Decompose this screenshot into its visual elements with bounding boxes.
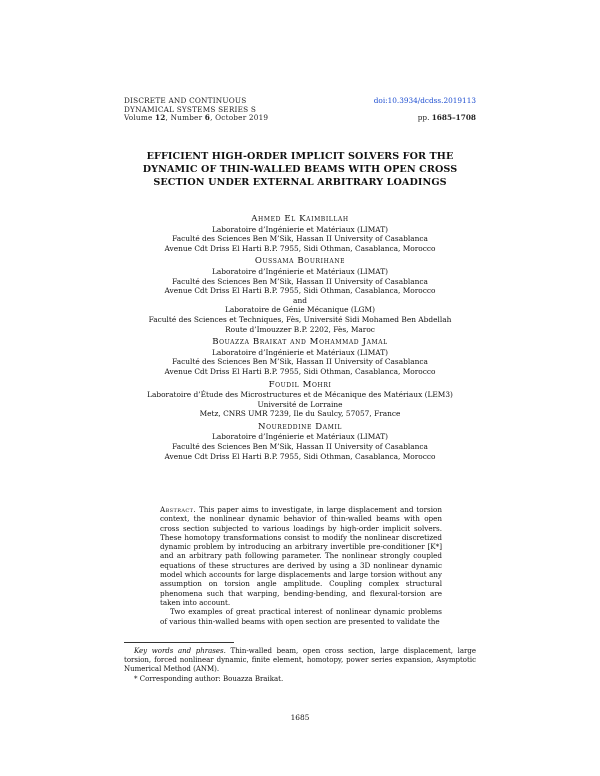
journal-header	[124, 97, 268, 123]
article-ids	[374, 97, 476, 123]
author-group	[110, 381, 490, 419]
volume-info: Volume 12, Number 6, October 2019	[124, 113, 269, 123]
affiliation-line: Faculté des Sciences et Techniques, Fès, Université Sidi Mohamed Ben Abdellah	[148, 314, 452, 324]
affiliation-line: Laboratoire de Génie Mécanique (LGM)	[224, 305, 376, 315]
author-group	[110, 215, 490, 253]
abstract-paragraph: Abstract. This paper aims to investigate, in large displacement and torsion context, the nonlinear dynamic behavior of thin-walled beams with open cross section subjected to various loadings by high-order implicit solvers. These homotopy transformations consist to modify the nonlinear discretized dynamic problem by introducing an arbitrary invertible pre-conditioner [K*] and an arbitrary path following parameter. The nonlinear strongly coupled equations of these structures are derived by using a 3D nonlinear dynamic model which accounts for large displacements and large torsion without any assumption on torsion angle amplitude. Coupling complex structural phenomena such that warping, bending-bending, and flexural-torsion are taken into account.	[160, 505, 442, 607]
affiliation-line: Laboratoire d’Étude des Microstructures et de Mécanique des Matériaux (LEM3)	[147, 390, 453, 400]
affiliation-line: and	[293, 295, 307, 305]
author-group	[110, 338, 490, 376]
title-line: SECTION UNDER EXTERNAL ARBITRARY LOADINGS	[153, 177, 447, 189]
affiliation-line: Laboratoire d’Ingénierie et Matériaux (LIMAT)	[211, 347, 389, 357]
title-line: EFFICIENT HIGH-ORDER IMPLICIT SOLVERS FOR THE	[146, 151, 454, 162]
affiliation-line: Faculté des Sciences Ben M’Sik, Hassan II University of Casablanca	[172, 234, 428, 244]
corresponding-author: * Corresponding author: Bouazza Braikat.	[134, 674, 284, 683]
keywords-label: Key words and phrases.	[134, 647, 226, 655]
page-number: 1685	[290, 713, 310, 722]
issue-number: 6	[204, 113, 211, 123]
author-name: Foudil Mohri	[268, 379, 332, 390]
affiliation-line: Faculté des Sciences Ben M’Sik, Hassan II University of Casablanca	[172, 276, 428, 286]
author-group	[110, 257, 490, 334]
footnotes	[124, 647, 476, 684]
affiliation-line: Université de Lorraine	[257, 399, 343, 409]
author-group	[110, 423, 490, 461]
author-name: Oussama Bourihane	[254, 256, 346, 267]
footnote-rule	[124, 642, 234, 643]
affiliation-line: Route d’Imouzzer B.P. 2202, Fès, Maroc	[225, 324, 375, 334]
keywords: Key words and phrases. Thin-walled beam, open cross section, large displacement, large torsion, forced nonlinear dynamic, finite element, homotopy, power series expansion, Asymptotic Numerical Method (ANM).	[124, 647, 476, 674]
volume-number: 12	[154, 113, 166, 123]
affiliation-line: Faculté des Sciences Ben M’Sik, Hassan II University of Casablanca	[172, 442, 428, 452]
doi-link[interactable]: doi:10.3934/dcdss.2019113	[373, 96, 476, 105]
affiliation-line: Laboratoire d’Ingénierie et Matériaux (LIMAT)	[211, 224, 389, 234]
affiliation-line: Avenue Cdt Driss El Harti B.P. 7955, Sidi Othman, Casablanca, Morocco	[164, 243, 436, 253]
abstract-paragraph: Two examples of great practical interest of nonlinear dynamic problems of various thin-walled beams with open section are presented to validate the	[160, 607, 442, 626]
affiliation-line: Avenue Cdt Driss El Harti B.P. 7955, Sidi Othman, Casablanca, Morocco	[164, 286, 436, 296]
page-range: pp. 1685–1708	[417, 113, 476, 123]
abstract-label: Abstract.	[160, 505, 197, 514]
affiliation-line: Metz, CNRS UMR 7239, Ile du Saulcy, 57057, France	[199, 409, 401, 419]
affiliation-line: Avenue Cdt Driss El Harti B.P. 7955, Sidi Othman, Casablanca, Morocco	[164, 366, 436, 376]
author-name: Noureddine Damil	[257, 421, 343, 432]
abstract	[160, 505, 442, 626]
author-name: Bouazza Braikat and Mohammad Jamal	[212, 337, 388, 348]
journal-name-line1: DISCRETE AND CONTINUOUS	[124, 96, 247, 105]
affiliation-line: Avenue Cdt Driss El Harti B.P. 7955, Sidi Othman, Casablanca, Morocco	[164, 451, 436, 461]
title-line: DYNAMIC OF THIN-WALLED BEAMS WITH OPEN CROSS	[142, 164, 458, 176]
affiliation-line: Faculté des Sciences Ben M’Sik, Hassan II University of Casablanca	[172, 357, 428, 367]
journal-name-line2: DYNAMICAL SYSTEMS SERIES S	[124, 104, 257, 114]
affiliation-line: Laboratoire d’Ingénierie et Matériaux (LIMAT)	[211, 432, 389, 442]
author-name: Ahmed El Kaimbillah	[251, 214, 349, 224]
affiliation-line: Laboratoire d’Ingénierie et Matériaux (LIMAT)	[211, 266, 389, 276]
author-block	[110, 211, 490, 461]
paper-title	[110, 150, 490, 190]
